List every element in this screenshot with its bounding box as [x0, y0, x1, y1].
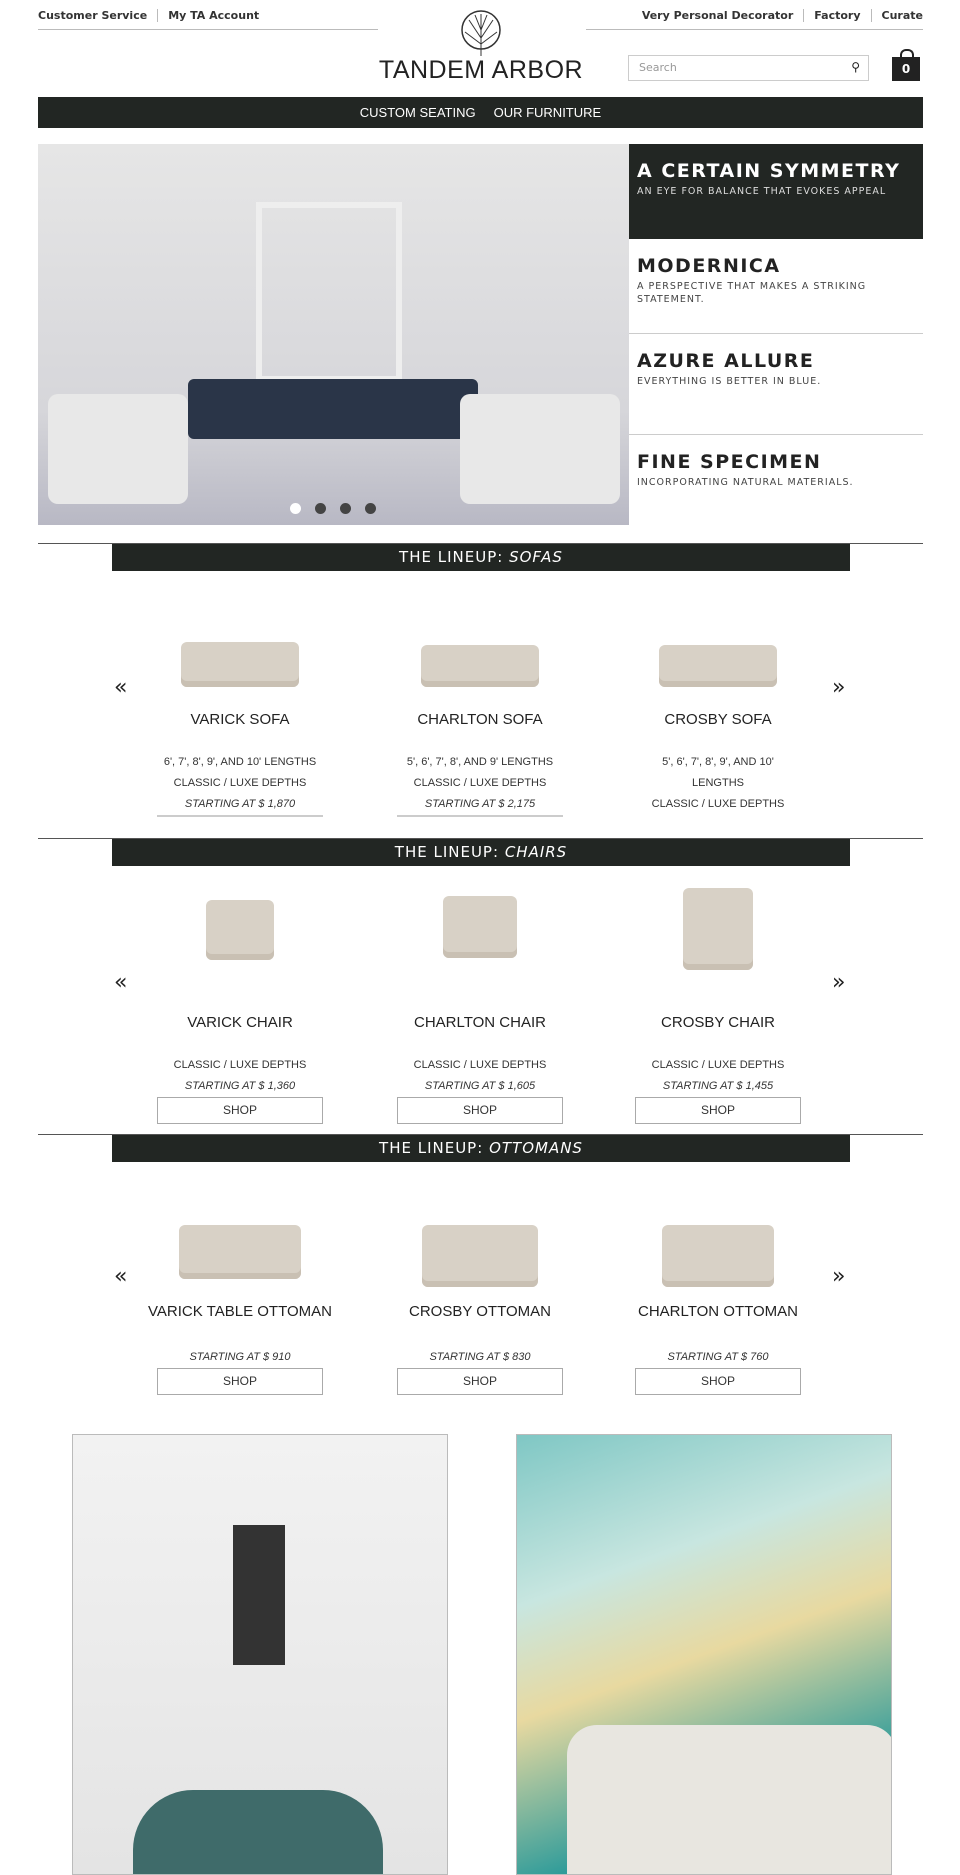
slide-tab[interactable] — [629, 435, 923, 530]
main-nav — [38, 97, 923, 128]
product-name[interactable]: CHARLTON OTTOMAN — [637, 1303, 798, 1320]
product-card[interactable] — [380, 888, 580, 1124]
product-price: STARTING AT $ 760 — [667, 1351, 769, 1363]
cart-count: 0 — [901, 62, 911, 76]
product-card[interactable] — [380, 1225, 580, 1395]
product-image[interactable] — [421, 645, 539, 687]
product-image[interactable] — [443, 896, 517, 958]
header-category: OTTOMANS — [489, 1139, 583, 1157]
factory-link[interactable]: Factory — [803, 9, 870, 22]
carousel-dot[interactable] — [315, 503, 326, 514]
product-image[interactable] — [659, 645, 777, 687]
artwork — [256, 202, 402, 382]
search-placeholder: Search — [639, 61, 677, 74]
carousel-dot[interactable] — [365, 503, 376, 514]
divider — [38, 29, 378, 30]
product-price: STARTING AT $ 2,175 — [397, 794, 563, 817]
prev-arrow-icon[interactable]: « — [114, 1264, 128, 1289]
shop-button[interactable]: SHOP — [635, 1368, 801, 1395]
next-arrow-icon[interactable]: » — [832, 1264, 846, 1289]
shop-button[interactable]: SHOP — [635, 1097, 801, 1124]
customer-service-link[interactable]: Customer Service — [38, 9, 148, 22]
search-input[interactable] — [628, 55, 869, 81]
top-links-left — [38, 9, 269, 22]
search-icon[interactable]: ⚲ — [851, 60, 860, 74]
section-header-ottomans — [112, 1135, 850, 1162]
product-card[interactable] — [140, 888, 340, 1124]
promo-image-left[interactable] — [72, 1434, 448, 1875]
chair-left — [48, 394, 188, 504]
product-card[interactable] — [618, 1225, 818, 1395]
slide-subtitle: EVERYTHING IS BETTER IN BLUE. — [637, 376, 822, 387]
slide-tab[interactable] — [629, 144, 923, 239]
next-arrow-icon[interactable]: » — [832, 675, 846, 700]
slide-subtitle: A PERSPECTIVE THAT MAKES A STRIKING STATEMENT. — [637, 281, 867, 305]
product-name[interactable]: CHARLTON CHAIR — [414, 1014, 546, 1031]
prev-arrow-icon[interactable]: « — [114, 970, 128, 995]
cart-button[interactable] — [892, 57, 920, 81]
product-spec: CLASSIC / LUXE DEPTHS — [413, 777, 547, 789]
product-card[interactable] — [140, 642, 340, 817]
product-spec: 5', 6', 7', 8', AND 9' LENGTHS — [406, 756, 554, 768]
top-links-right — [642, 9, 923, 22]
hero-slide-list — [629, 144, 923, 530]
my-account-link[interactable]: My TA Account — [157, 9, 269, 22]
product-spec: CLASSIC / LUXE DEPTHS — [173, 1059, 307, 1071]
slide-tab[interactable] — [629, 334, 923, 435]
product-price: STARTING AT $ 1,605 — [424, 1080, 536, 1092]
shop-button[interactable]: SHOP — [397, 1097, 563, 1124]
chair-right — [460, 394, 620, 504]
product-name[interactable]: CROSBY SOFA — [664, 711, 772, 728]
product-spec: 6', 7', 8', 9', AND 10' LENGTHS — [163, 756, 317, 768]
product-card[interactable] — [380, 642, 580, 817]
header-prefix: THE LINEUP: — [379, 1139, 484, 1157]
carousel-dot[interactable] — [340, 503, 351, 514]
product-spec: CLASSIC / LUXE DEPTHS — [173, 777, 307, 789]
curate-link[interactable]: Curate — [871, 9, 923, 22]
sofa — [188, 379, 478, 439]
product-price: STARTING AT $ 1,455 — [662, 1080, 774, 1092]
product-price: STARTING AT $ 1,870 — [157, 794, 323, 817]
product-image[interactable] — [179, 1225, 301, 1279]
product-price: STARTING AT $ 1,360 — [184, 1080, 296, 1092]
carousel-dots — [290, 503, 376, 514]
divider — [586, 29, 923, 30]
product-name[interactable]: VARICK CHAIR — [187, 1014, 293, 1031]
slide-tab[interactable] — [629, 239, 923, 334]
slide-title: A CERTAIN SYMMETRY — [637, 160, 901, 182]
product-image[interactable] — [662, 1225, 774, 1287]
product-name[interactable]: VARICK SOFA — [190, 711, 290, 728]
promo-image-right[interactable] — [516, 1434, 892, 1875]
next-arrow-icon[interactable]: » — [832, 970, 846, 995]
slide-title: FINE SPECIMEN — [637, 451, 822, 473]
nav-custom-seating[interactable]: CUSTOM SEATING — [359, 105, 476, 120]
product-name[interactable]: CROSBY OTTOMAN — [409, 1303, 551, 1320]
logo-text: TANDEM ARBOR — [378, 56, 584, 84]
section-header-chairs — [112, 839, 850, 866]
prev-arrow-icon[interactable]: « — [114, 675, 128, 700]
header-category: SOFAS — [509, 548, 563, 566]
section-header-sofas — [112, 544, 850, 571]
product-price: STARTING AT $ 830 — [429, 1351, 531, 1363]
product-price: STARTING AT $ 910 — [189, 1351, 291, 1363]
product-spec: CLASSIC / LUXE DEPTHS — [413, 1059, 547, 1071]
product-spec: 5', 6', 7', 8', 9', AND 10' LENGTHS — [662, 756, 774, 789]
header-prefix: THE LINEUP: — [394, 843, 500, 861]
tree-icon — [457, 10, 505, 56]
product-image[interactable] — [422, 1225, 538, 1287]
settee — [133, 1790, 383, 1875]
carousel-dot[interactable] — [290, 503, 301, 514]
product-image[interactable] — [181, 642, 299, 687]
decorator-link[interactable]: Very Personal Decorator — [641, 9, 794, 22]
header-category: CHAIRS — [504, 843, 568, 861]
product-name[interactable]: CROSBY CHAIR — [661, 1014, 775, 1031]
shop-button[interactable]: SHOP — [157, 1097, 323, 1124]
hero-image[interactable] — [38, 144, 629, 525]
shop-button[interactable]: SHOP — [397, 1368, 563, 1395]
product-image[interactable] — [206, 900, 274, 960]
nav-our-furniture[interactable]: OUR FURNITURE — [493, 105, 602, 120]
shop-button[interactable]: SHOP — [157, 1368, 323, 1395]
mirror — [233, 1525, 285, 1665]
sofa — [567, 1725, 892, 1875]
product-name[interactable]: VARICK TABLE OTTOMAN — [148, 1303, 332, 1320]
slide-subtitle: AN EYE FOR BALANCE THAT EVOKES APPEAL — [637, 186, 887, 197]
product-card[interactable] — [618, 888, 818, 1124]
slide-title: AZURE ALLURE — [637, 350, 815, 372]
product-card[interactable] — [140, 1225, 340, 1395]
logo[interactable] — [378, 10, 584, 85]
product-spec: CLASSIC / LUXE DEPTHS — [651, 1059, 785, 1071]
header-prefix: THE LINEUP: — [399, 548, 504, 566]
product-name[interactable]: CHARLTON SOFA — [417, 711, 543, 728]
product-card[interactable] — [618, 642, 818, 815]
slide-title: MODERNICA — [637, 255, 781, 277]
product-image[interactable] — [683, 888, 753, 970]
slide-subtitle: INCORPORATING NATURAL MATERIALS. — [637, 477, 854, 488]
product-spec: CLASSIC / LUXE DEPTHS — [651, 798, 785, 810]
